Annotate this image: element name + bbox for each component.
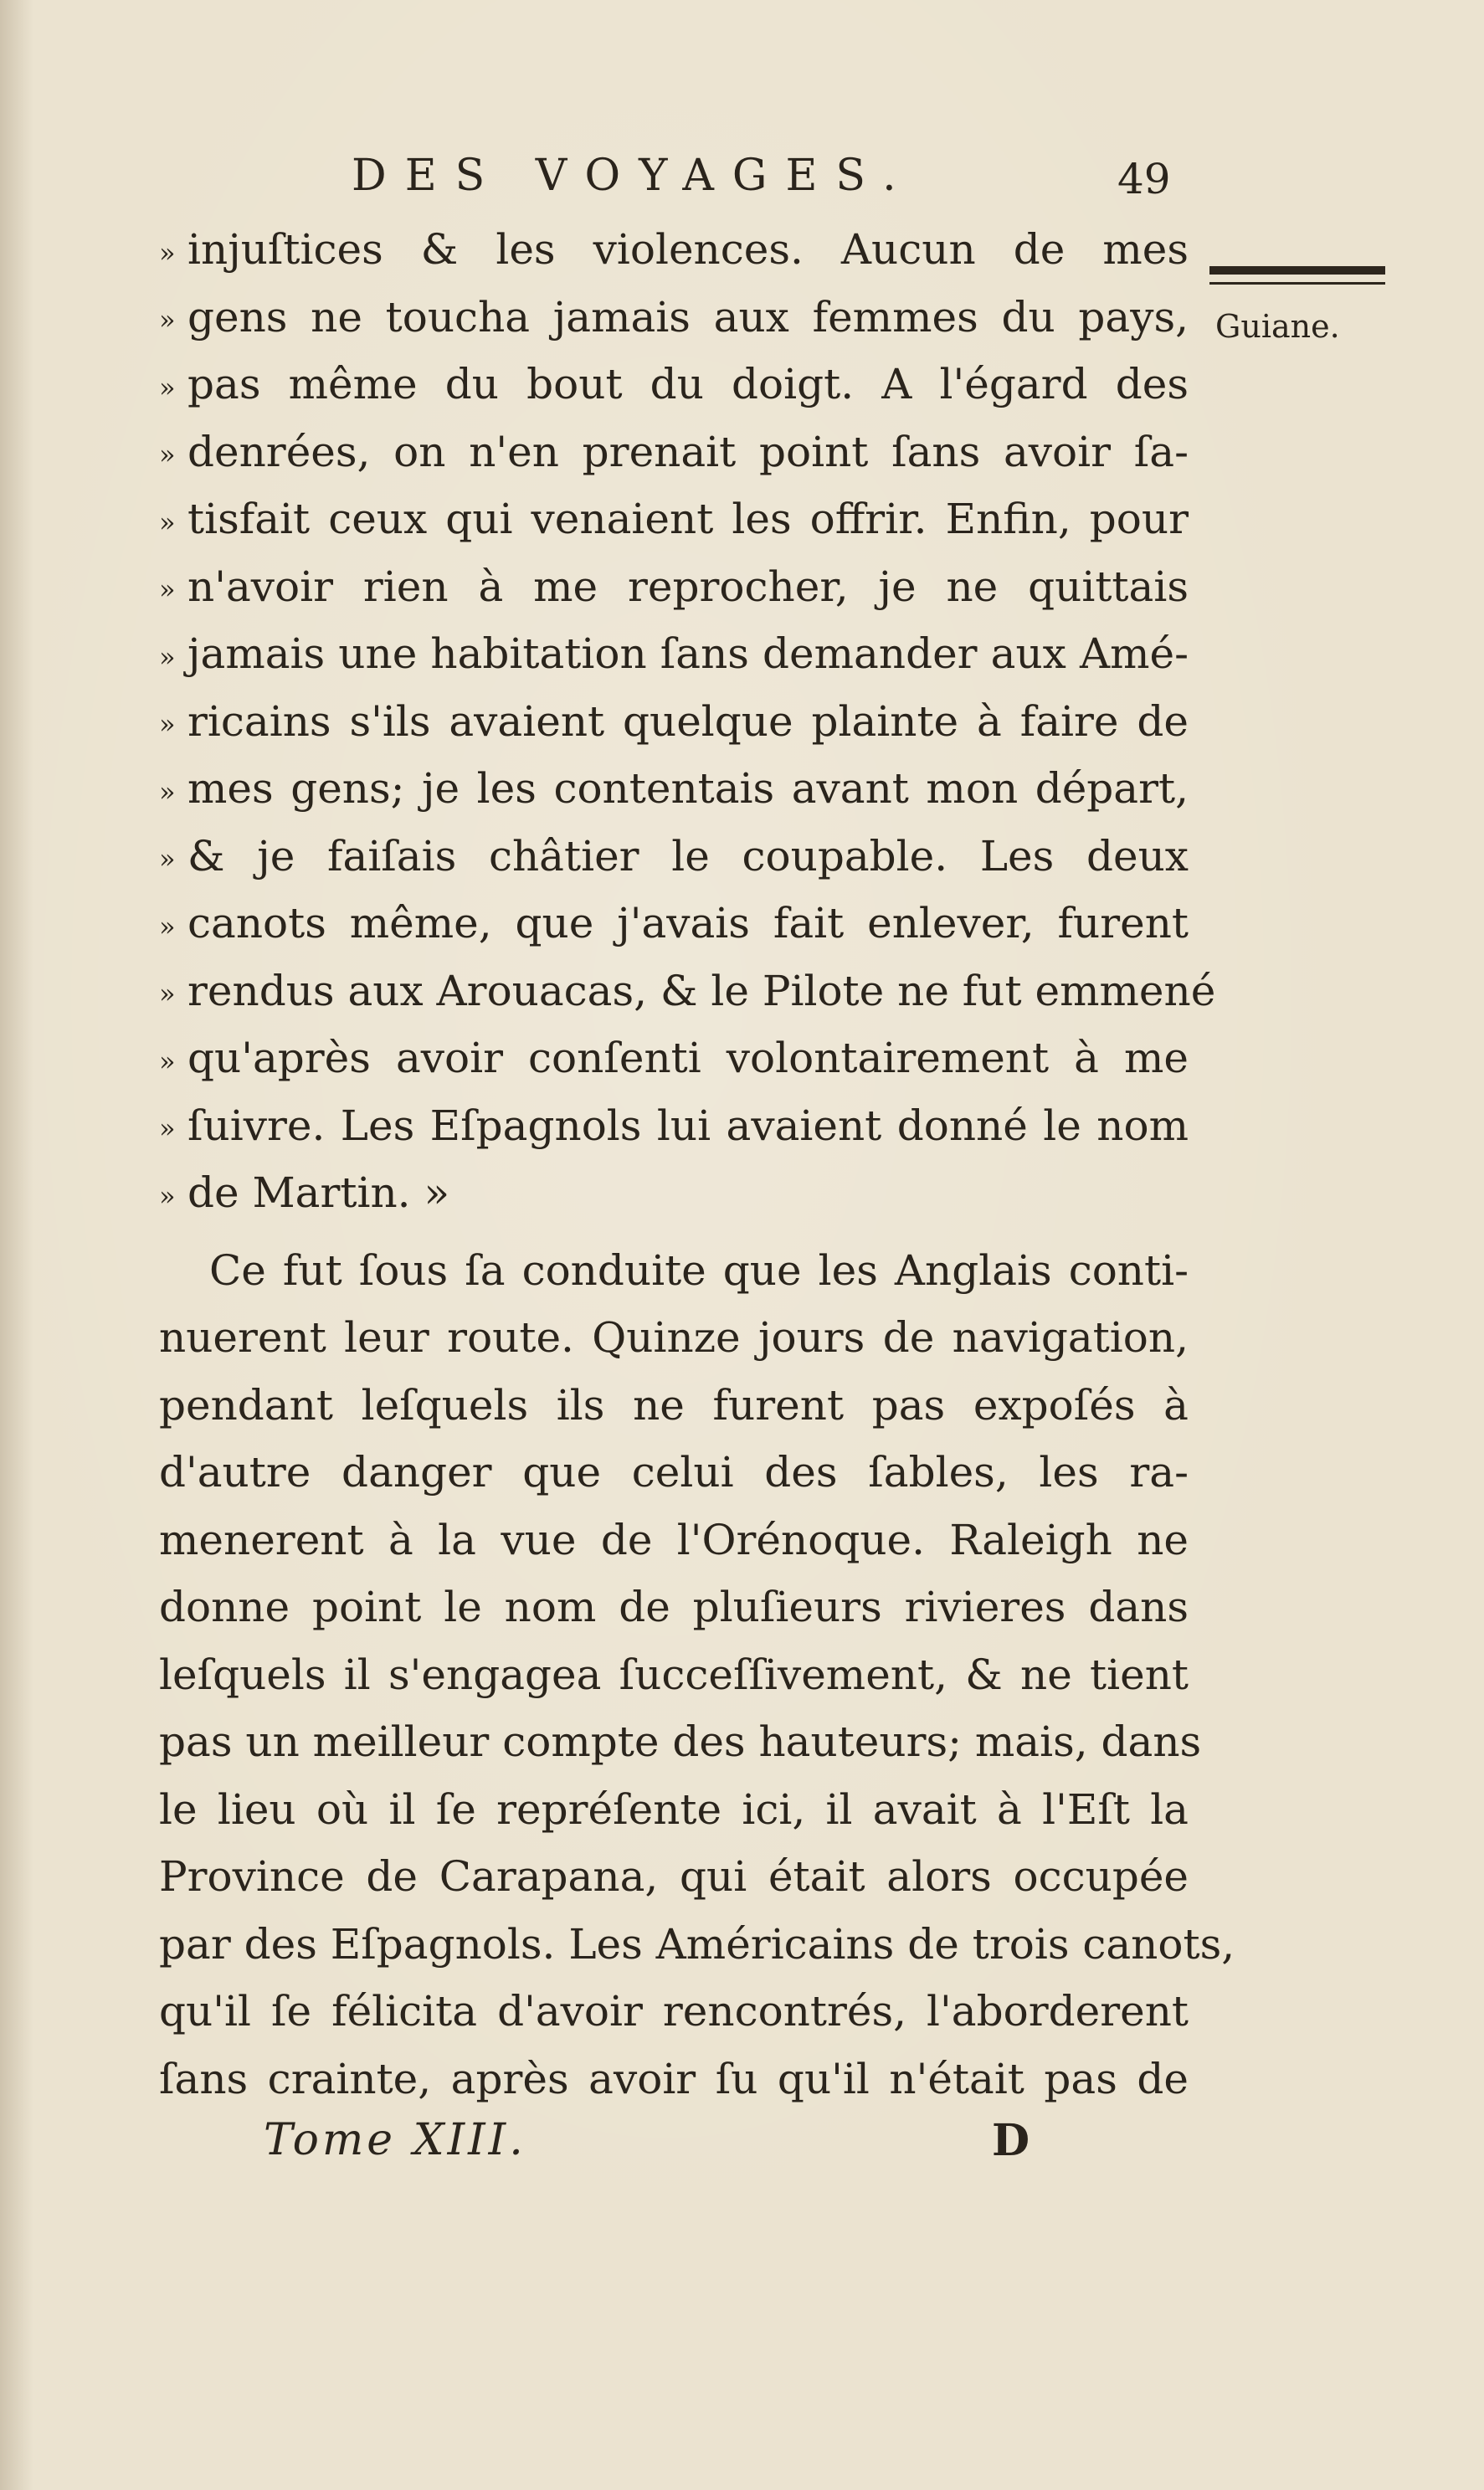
quote-mark: » bbox=[159, 371, 176, 403]
text-line bbox=[159, 351, 1189, 418]
quote-mark: » bbox=[159, 439, 176, 471]
text-line bbox=[159, 823, 1189, 891]
line-text: Ce fut ſous ſa conduite que les Anglais conti- bbox=[209, 1245, 1189, 1295]
text-line bbox=[159, 1978, 1189, 2046]
footer-tome: Tome XIII. bbox=[264, 2115, 526, 2165]
text-line bbox=[159, 1507, 1189, 1574]
text-line bbox=[159, 2046, 1189, 2113]
quote-mark: » bbox=[159, 775, 176, 808]
text-line bbox=[159, 1304, 1189, 1372]
paragraph-gap bbox=[159, 1227, 1189, 1237]
line-text: pas même du bout du doigt. A l'égard des bbox=[187, 360, 1189, 408]
text-line bbox=[159, 284, 1189, 352]
line-text: Province de Carapana, qui était alors occupée bbox=[159, 1852, 1189, 1901]
quote-mark: » bbox=[159, 1179, 176, 1212]
text-line bbox=[159, 1439, 1189, 1507]
page-fold-shadow bbox=[0, 0, 33, 2490]
line-text: canots même, que j'avais fait enlever, furent bbox=[187, 899, 1189, 947]
text-line bbox=[159, 890, 1189, 957]
text-line bbox=[159, 1911, 1235, 1979]
quote-mark: » bbox=[159, 843, 176, 875]
text-line bbox=[159, 957, 1216, 1025]
quote-mark: » bbox=[159, 1045, 176, 1077]
line-text: donne point le nom de pluſieurs rivieres dans bbox=[159, 1583, 1189, 1631]
quote-mark: » bbox=[159, 304, 176, 336]
line-text: jamais une habitation ſans demander aux Amé- bbox=[187, 629, 1189, 678]
quote-mark: » bbox=[159, 573, 176, 606]
quote-mark: » bbox=[159, 506, 176, 538]
text-line bbox=[159, 485, 1189, 553]
line-text: tisfait ceux qui venaient les offrir. Enfin, pour bbox=[187, 495, 1189, 543]
text-line bbox=[159, 553, 1189, 621]
line-text: ſans crainte, après avoir ſu qu'il n'était pas de bbox=[159, 2054, 1189, 2103]
line-text: le lieu où il ſe repréſente ici, il avait à l'Eſt la bbox=[159, 1784, 1189, 1834]
line-text: gens ne toucha jamais aux femmes du pays, bbox=[187, 292, 1189, 341]
quote-mark: » bbox=[159, 640, 176, 673]
text-line bbox=[159, 1574, 1189, 1641]
quote-mark: » bbox=[159, 1112, 176, 1145]
line-text: pas un meilleur compte des hauteurs; mais, dans bbox=[159, 1717, 1202, 1766]
text-line bbox=[159, 216, 1189, 284]
line-text: qu'après avoir conſenti volontairement à me bbox=[187, 1034, 1189, 1082]
line-text: nuerent leur route. Quinze jours de navigation, bbox=[159, 1313, 1189, 1362]
footer-signature: D bbox=[992, 2115, 1030, 2166]
text-line bbox=[159, 1092, 1189, 1160]
text-line bbox=[159, 1024, 1189, 1092]
line-text: d'autre danger que celui des ſables, les ra- bbox=[159, 1448, 1189, 1497]
quote-mark: » bbox=[159, 708, 176, 741]
quote-mark: » bbox=[159, 910, 176, 942]
margin-rule bbox=[1209, 266, 1385, 285]
line-text: qu'il ſe félicita d'avoir rencontrés, l'aborderent bbox=[159, 1987, 1189, 2036]
line-text: leſquels il s'engagea ſucceſſivement, & ne tient bbox=[159, 1650, 1189, 1699]
line-text: mes gens; je les contentais avant mon départ, bbox=[187, 764, 1189, 813]
quote-mark: » bbox=[159, 236, 176, 269]
text-line bbox=[159, 1372, 1189, 1440]
line-text: menerent à la vue de l'Orénoque. Raleigh ne bbox=[159, 1515, 1189, 1564]
text-line bbox=[159, 1641, 1189, 1709]
line-text: par des Eſpagnols. Les Américains de trois canots, bbox=[159, 1919, 1235, 1969]
text-line bbox=[159, 1237, 1189, 1305]
text-line bbox=[159, 1708, 1202, 1776]
margin-note: Guiane. bbox=[1215, 308, 1340, 345]
line-text: & je faiſais châtier le coupable. Les deux bbox=[187, 831, 1189, 880]
line-text: pendant leſquels ils ne furent pas expoſés à bbox=[159, 1380, 1189, 1430]
text-line bbox=[159, 1843, 1189, 1911]
quote-mark: » bbox=[159, 978, 176, 1010]
text-line bbox=[159, 1776, 1189, 1844]
text-line bbox=[159, 688, 1189, 756]
line-text: denrées, on n'en prenait point ſans avoir ſa- bbox=[187, 427, 1189, 476]
line-text: n'avoir rien à me reprocher, je ne quittais bbox=[187, 562, 1189, 611]
text-line bbox=[159, 620, 1189, 688]
line-text: injuſtices & les violences. Aucun de mes bbox=[187, 225, 1189, 274]
body-text bbox=[159, 216, 1235, 2113]
page-number: 49 bbox=[1117, 155, 1171, 203]
text-line bbox=[159, 755, 1189, 823]
text-line bbox=[159, 1159, 1189, 1227]
running-title: DES VOYAGES. bbox=[352, 151, 915, 201]
line-text: de Martin. » bbox=[187, 1168, 450, 1217]
text-line bbox=[159, 418, 1189, 486]
line-text: ſuivre. Les Eſpagnols lui avaient donné le nom bbox=[187, 1101, 1189, 1150]
line-text: ricains s'ils avaient quelque plainte à faire de bbox=[187, 696, 1189, 746]
line-text: rendus aux Arouacas, & le Pilote ne fut emmené bbox=[187, 966, 1216, 1015]
